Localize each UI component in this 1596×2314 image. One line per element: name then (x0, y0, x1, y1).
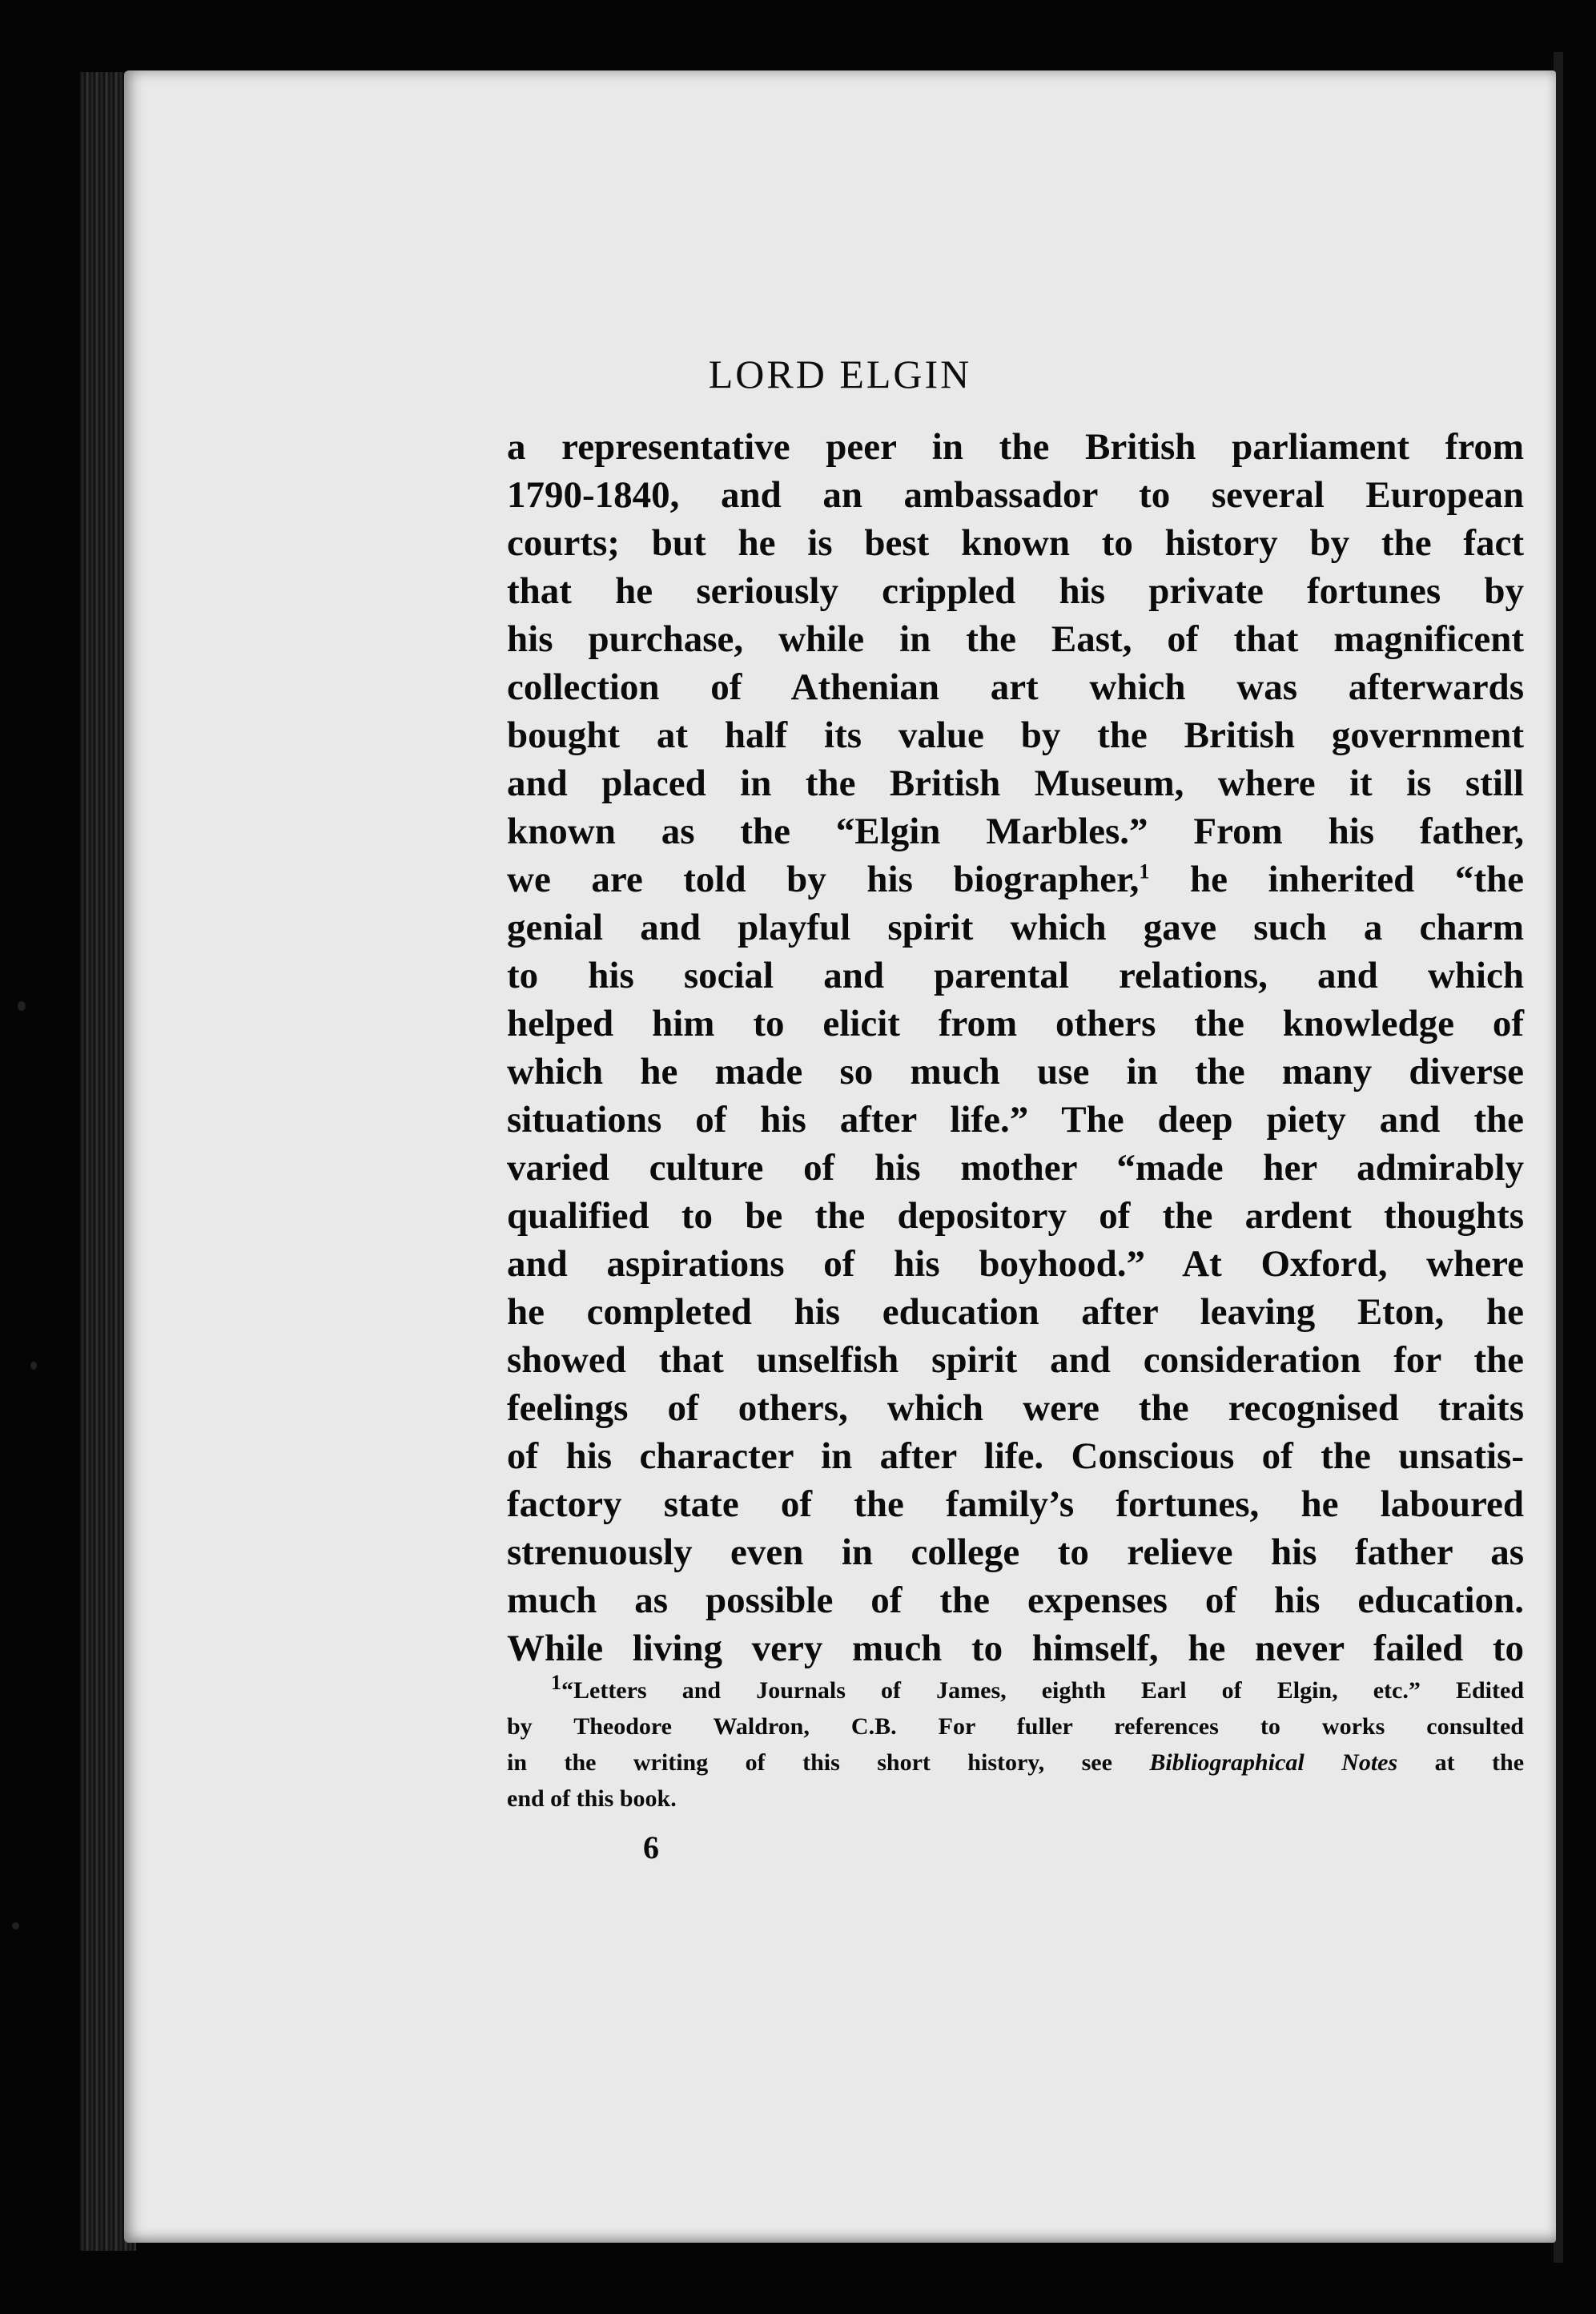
body-line: genial and playful spirit which gave such a charm (507, 907, 1524, 948)
body-line: a representative peer in the British parliament from (507, 426, 1524, 468)
body-line: collection of Athenian art which was afterwards (507, 666, 1524, 708)
body-line: While living very much to himself, he never failed to (507, 1628, 1524, 1669)
book-page (124, 70, 1556, 2243)
footnote-italic-title: Bibliographical Notes (1149, 1749, 1398, 1776)
body-line: feelings of others, which were the recognised traits (507, 1387, 1524, 1429)
footnote-reference: 1 (1139, 859, 1150, 883)
body-line: he completed his education after leaving Eton, he (507, 1291, 1524, 1333)
body-line: and placed in the British Museum, where it is still (507, 763, 1524, 804)
footnote-line (507, 1672, 1524, 1708)
footnote-line: end of this book. (507, 1785, 677, 1812)
body-line: known as the “Elgin Marbles.” From his father, (507, 811, 1524, 852)
body-line: to his social and parental relations, and which (507, 955, 1524, 996)
body-line-with-footnote-ref (507, 855, 1524, 903)
body-line: and aspirations of his boyhood.” At Oxford, where (507, 1243, 1524, 1285)
running-head: LORD ELGIN (708, 352, 972, 396)
body-line: his purchase, while in the East, of that magnificent (507, 618, 1524, 660)
body-line: 1790-1840, and an ambassador to several European (507, 474, 1524, 516)
footnote-text-tail: at the (1397, 1749, 1525, 1776)
body-line: courts; but he is best known to history by the fact (507, 522, 1524, 564)
footnote-line: by Theodore Waldron, C.B. For fuller references to works consulted (507, 1713, 1524, 1740)
body-line: factory state of the family’s fortunes, he laboured (507, 1483, 1524, 1525)
body-line-tail: he inherited “the (1149, 859, 1524, 900)
footnotes (507, 1672, 1524, 1817)
footnote-marker: 1 (551, 1671, 561, 1694)
footnote-line (507, 1745, 1524, 1781)
body-line: which he made so much use in the many diverse (507, 1051, 1524, 1093)
body-line: helped him to elicit from others the knowledge of (507, 1003, 1524, 1044)
body-line: situations of his after life.” The deep piety and the (507, 1099, 1524, 1141)
body-line: qualified to be the depository of the ardent thoughts (507, 1195, 1524, 1237)
body-line: varied culture of his mother “made her admirably (507, 1147, 1524, 1189)
scan-speck (12, 1922, 19, 1930)
scan-speck (18, 1001, 26, 1011)
scan-speck (30, 1362, 37, 1370)
body-line: of his character in after life. Conscious of the unsatis- (507, 1435, 1524, 1477)
body-line: showed that unselfish spirit and consideration for the (507, 1339, 1524, 1381)
body-line: strenuously even in college to relieve his father as (507, 1531, 1524, 1573)
body-line-head: we are told by his biographer, (507, 859, 1140, 900)
page-number: 6 (643, 1829, 659, 1865)
footnote-text: “Letters and Journals of James, eighth Earl of Elgin, etc.” Edited (561, 1677, 1524, 1704)
footnote-text: in the writing of this short history, see (507, 1749, 1112, 1776)
body-line: bought at half its value by the British government (507, 714, 1524, 756)
body-line: much as possible of the expenses of his education. (507, 1580, 1524, 1621)
body-line: that he seriously crippled his private fortunes by (507, 570, 1524, 612)
body-text (507, 423, 1524, 1672)
